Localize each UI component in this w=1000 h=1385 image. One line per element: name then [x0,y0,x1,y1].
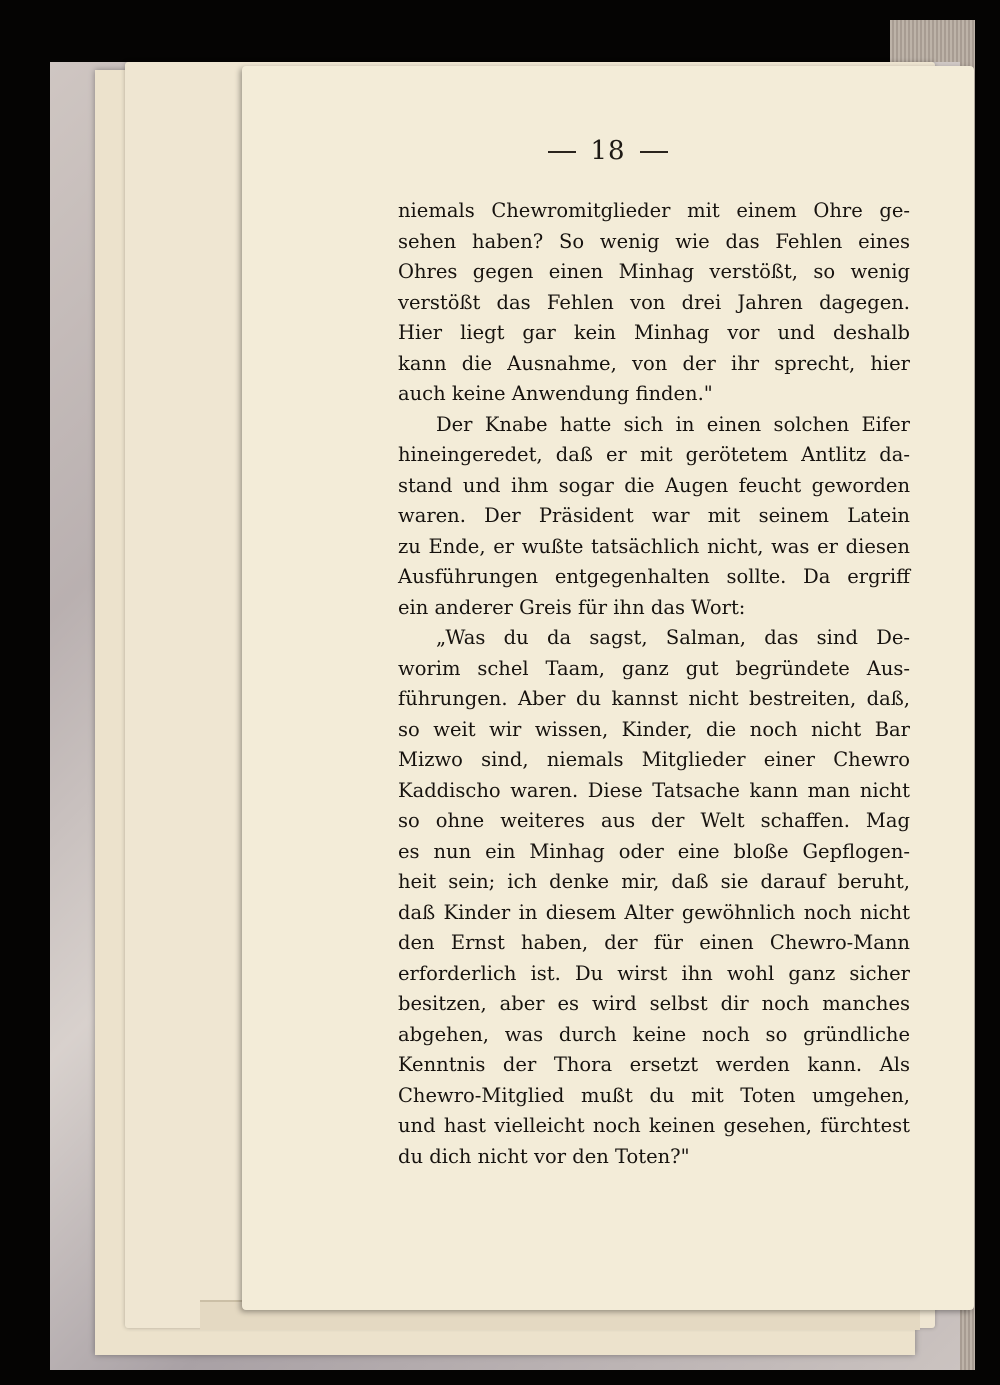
text-line: worim schel Taam, ganz gut begründete Aus- [398,656,910,680]
text-line: niemals Chewromitglieder mit einem Ohre ge- [398,199,910,222]
text-line: Mizwo sind, niemals Mitglieder einer Chewro [398,748,910,771]
text-line: Kaddischo waren. Diese Tatsache kann man nicht [398,778,910,802]
book-page [242,66,974,1310]
page-number: 18 [590,136,626,166]
text-line: so weit wir wissen, Kinder, die noch nicht Bar [398,717,910,741]
text-line: waren. Der Präsident war mit seinem Latein [398,504,910,527]
text-line: zu Ende, er wußte tatsächlich nicht, was er diesen [398,534,910,558]
text-line: „Was du da sagst, Salman, das sind De- [436,626,910,649]
text-line: hineingeredet, daß er mit gerötetem Antlitz da- [398,443,910,466]
page-header [242,136,974,166]
header-dash-left [548,151,576,153]
text-line: den Ernst haben, der für einen Chewro-Mann [398,931,910,954]
text-line: Kenntnis der Thora ersetzt werden kann. Als [398,1053,910,1076]
text-line: daß Kinder in diesem Alter gewöhnlich noch nicht [398,900,910,924]
text-line: so ohne weiteres aus der Welt schaffen. Mag [398,809,910,832]
text-line: heit sein; ich denke mir, daß sie darauf beruht, [398,870,910,893]
text-line: Ohres gegen einen Minhag verstößt, so wenig [398,260,910,283]
text-line: abgehen, was durch keine noch so gründliche [398,1022,910,1046]
text-line: Ausführungen entgegenhalten sollte. Da ergriff [398,565,910,588]
text-line: kann die Ausnahme, von der ihr sprecht, hier [398,351,910,375]
text-line: Der Knabe hatte sich in einen solchen Eifer [436,412,910,436]
text-line: auch keine Anwendung finden." [398,382,713,405]
header-dash-right [640,151,668,153]
text-line: es nun ein Minhag oder eine bloße Gepflogen- [398,839,910,863]
text-line: erforderlich ist. Du wirst ihn wohl ganz sicher [398,961,910,985]
text-line: und hast vielleicht noch keinen gesehen, fürchtest [398,1114,910,1137]
text-line: sehen haben? So wenig wie das Fehlen eines [398,229,910,253]
text-line: führungen. Aber du kannst nicht bestreiten, daß, [398,687,910,710]
text-line: Chewro-Mitglied mußt du mit Toten umgehen, [398,1083,910,1107]
text-line: Hier liegt gar kein Minhag vor und deshalb [398,321,910,344]
text-line: besitzen, aber es wird selbst dir noch manches [398,992,910,1015]
text-line: stand und ihm sogar die Augen feucht geworden [398,473,910,497]
body-text [398,196,910,1172]
text-line: du dich nicht vor den Toten?" [398,1144,690,1168]
text-line: ein anderer Greis für ihn das Wort: [398,595,746,619]
text-line: verstößt das Fehlen von drei Jahren dagegen. [398,290,910,314]
